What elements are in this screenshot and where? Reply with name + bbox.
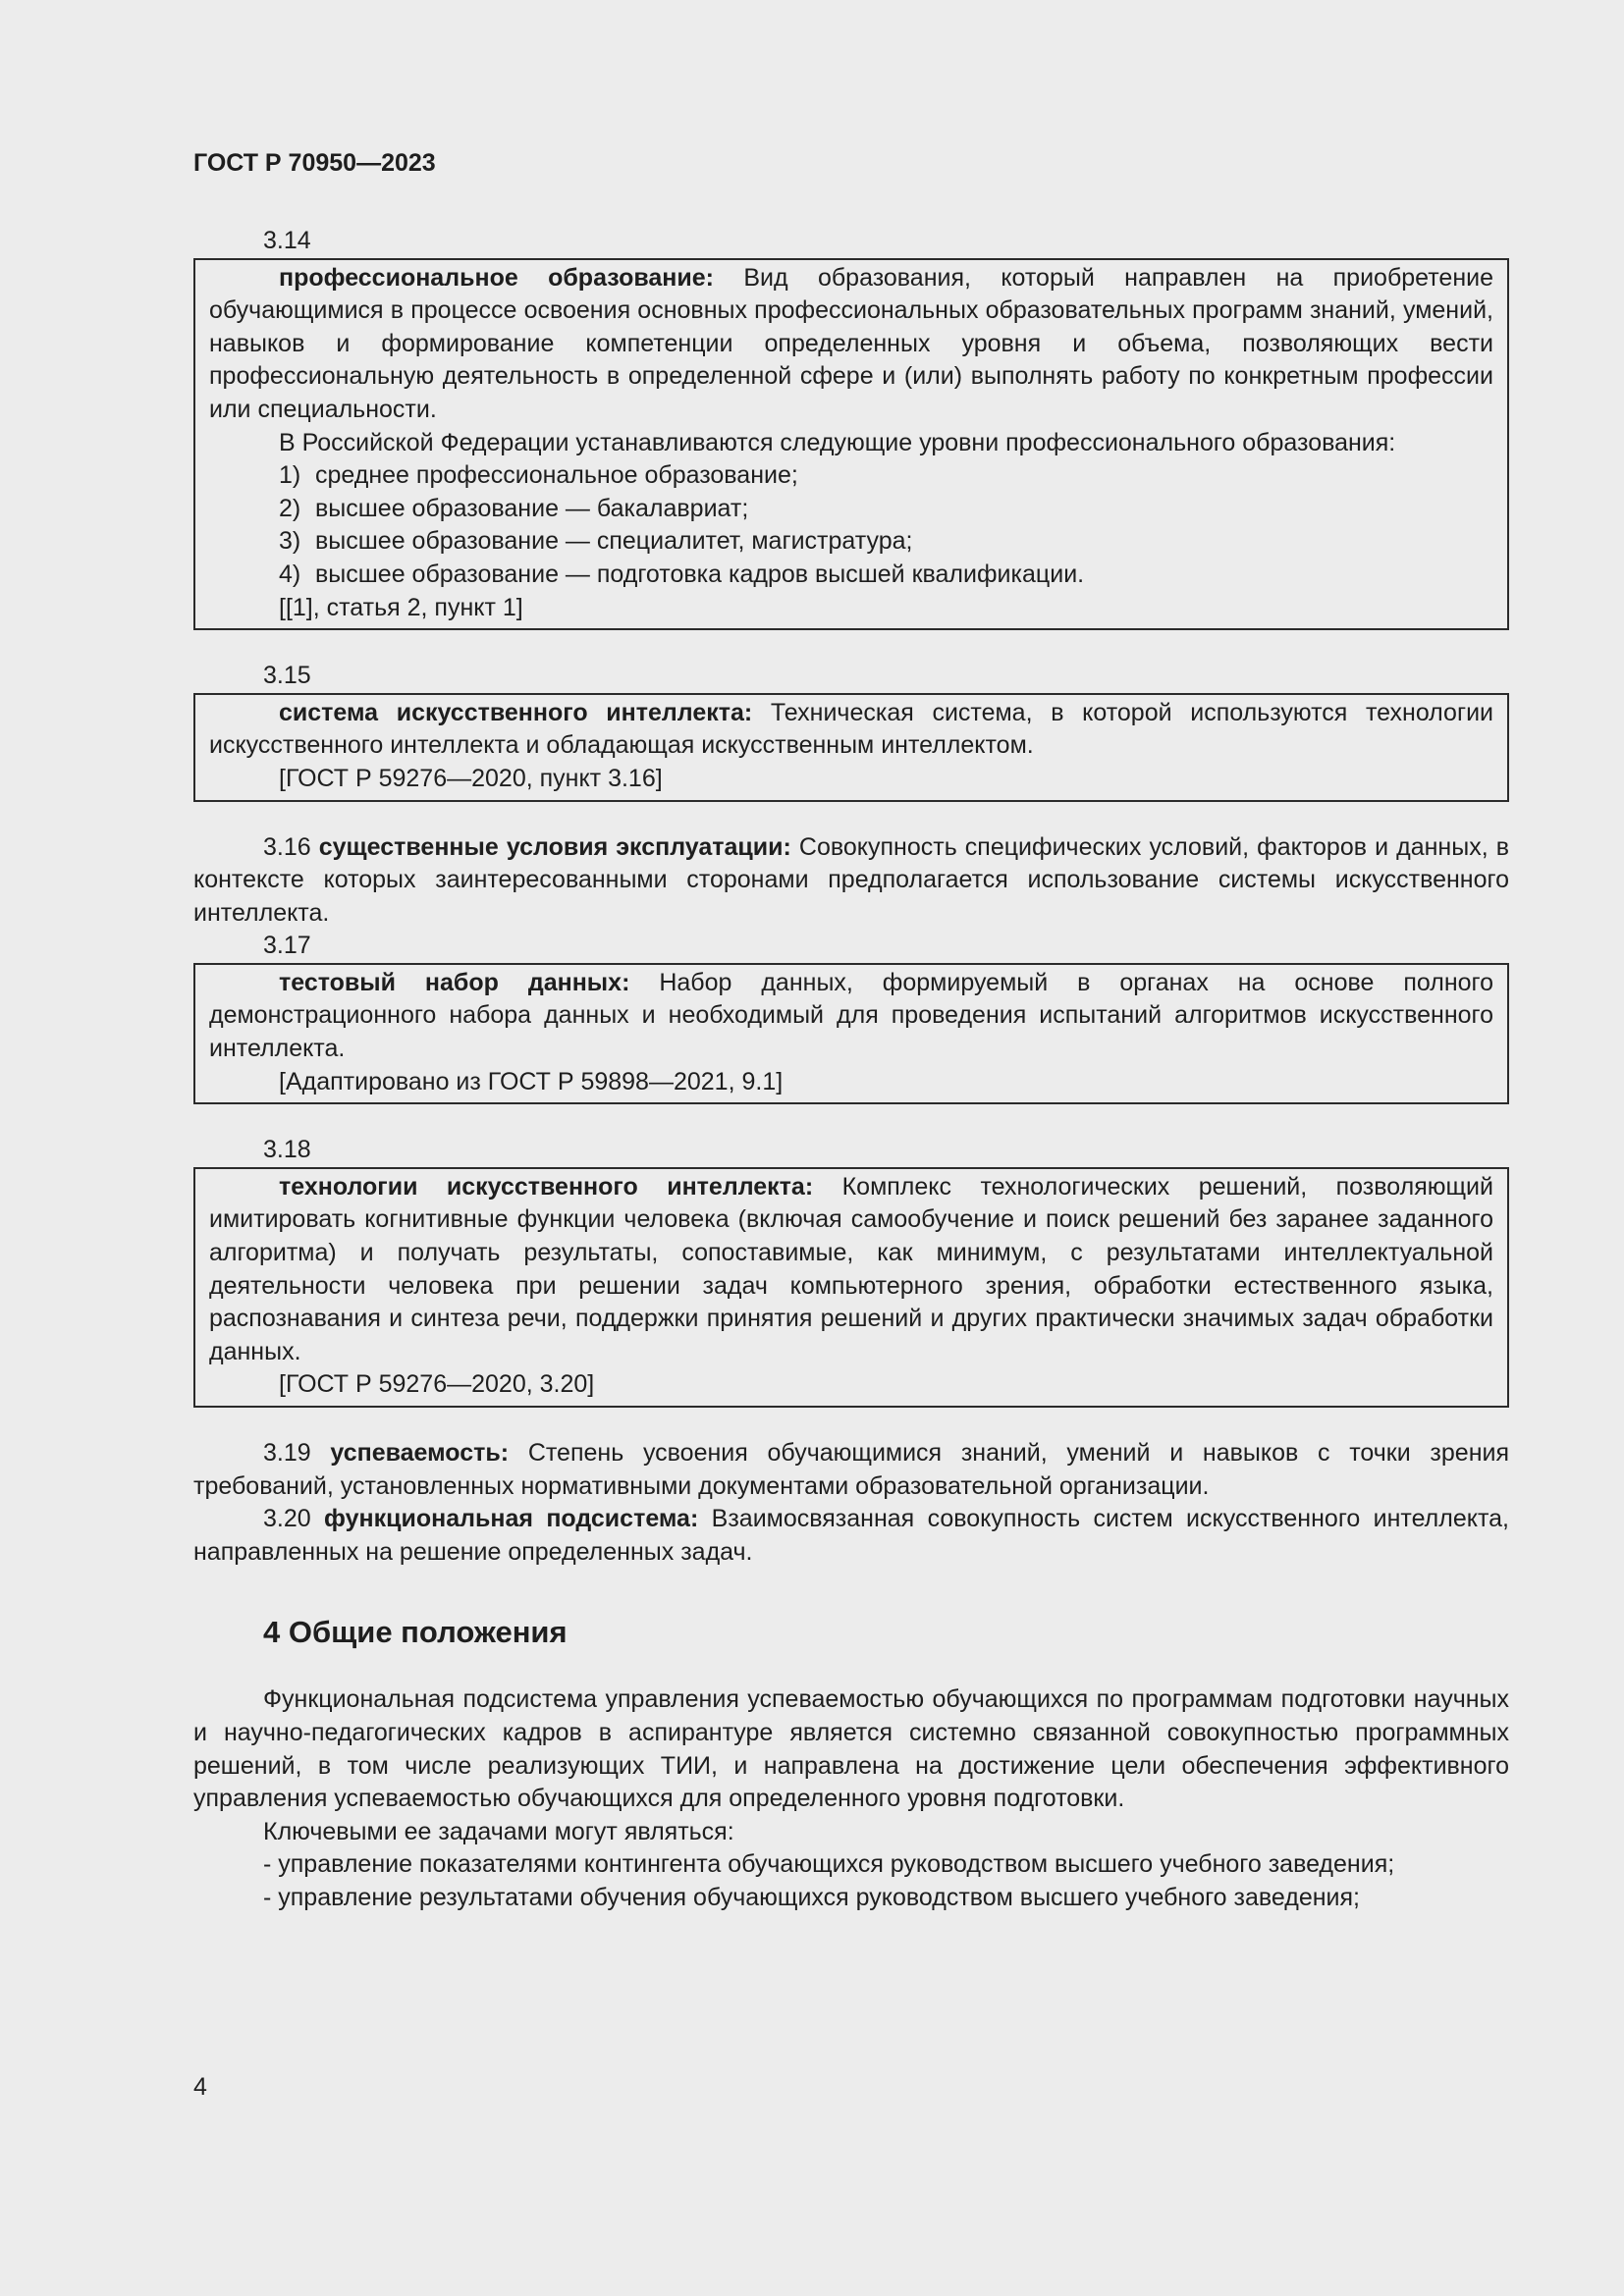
term-text-3-17: Набор данных, формируемый в органах на основе полного демонстрационного набора данных и необходимый для проведения испытаний алгоритмов искусственного интеллекта.: [209, 968, 1493, 1063]
term-source-3-17: [Адаптировано из ГОСТ Р 59898—2021, 9.1]: [279, 1067, 784, 1095]
term-title-3-15: система искусственного интеллекта:: [279, 698, 753, 726]
term-definition-3-19: [193, 1437, 1509, 1503]
term-text-3-16: Совокупность специфических условий, факторов и данных, в контексте которых заинтересованными сторонами предполагается использование системы искусственного интеллекта.: [193, 832, 1509, 927]
list-item-text: высшее образование — бакалавриат;: [315, 494, 749, 522]
term-source-3-15: [ГОСТ Р 59276—2020, пункт 3.16]: [279, 764, 663, 792]
document-header: ГОСТ Р 70950—2023: [193, 149, 436, 177]
term-text-3-18: Комплекс технологических решений, позволяющий имитировать когнитивные функции человека (включая самообучение и поиск решений без заранее заданного алгоритма) и получать результаты, сопоставимые, как минимум, с результатами интеллектуальной деятельности человека при решении задач компьютерного зрения, обработки естественного языка, распознавания и синтеза речи, поддержки принятия решений и других практически значимых задач обработки данных.: [209, 1172, 1493, 1365]
term-title-3-19: успеваемость:: [330, 1439, 510, 1467]
task-list-item: - управление результатами обучения обучающихся руководством высшего учебного заведения;: [263, 1883, 1360, 1911]
list-item-text: высшее образование — специалитет, магистратура;: [315, 527, 913, 556]
list-item-text: высшее образование — подготовка кадров высшей квалификации.: [315, 560, 1085, 588]
list-item: [209, 525, 1493, 559]
list-item-number: 3): [279, 527, 301, 556]
list-item-number: 1): [279, 461, 301, 490]
term-number-3-16: 3.16: [263, 832, 311, 861]
term-definition-3-17: [209, 967, 1493, 1066]
term-box-3-15: [193, 693, 1509, 802]
term-title-3-18: технологии искусственного интеллекта:: [279, 1172, 814, 1201]
term-note-3-14: В Российской Федерации устанавливаются следующие уровни профессионального образования:: [279, 428, 1396, 456]
term-box-3-14: [193, 258, 1509, 631]
list-item-text: среднее профессиональное образование;: [315, 461, 798, 490]
task-list-item: - управление показателями контингента обучающихся руководством высшего учебного заведения;: [263, 1850, 1395, 1879]
list-item: [209, 559, 1493, 592]
term-text-3-14: Вид образования, который направлен на приобретение обучающимися в процессе освоения основных профессиональных образовательных программ знаний, умений, навыков и формирование компетенции определенных уровня и объема, позволяющих вести профессиональную деятельность в определенной сфере и (или) выполнять работу по конкретным профессии или специальности.: [209, 263, 1493, 423]
term-text-3-15: Техническая система, в которой используются технологии искусственного интеллекта и обладающая искусственным интеллектом.: [209, 698, 1493, 760]
term-title-3-20: функциональная подсистема:: [324, 1505, 699, 1533]
term-definition-3-16: [193, 831, 1509, 931]
term-definition-3-18: [209, 1171, 1493, 1369]
term-definition-3-15: [209, 697, 1493, 763]
term-source-3-14: [[1], статья 2, пункт 1]: [279, 593, 523, 621]
term-number-3-19: 3.19: [263, 1439, 311, 1467]
section-paragraph: Ключевыми ее задачами могут являться:: [263, 1817, 734, 1845]
term-number-3-17: 3.17: [263, 932, 311, 960]
term-title-3-14: профессиональное образование:: [279, 263, 715, 292]
term-number-3-15: 3.15: [263, 662, 311, 690]
term-definition-3-14: [209, 262, 1493, 427]
list-item-number: 4): [279, 560, 301, 588]
document-page: [193, 0, 1509, 2296]
term-box-3-18: [193, 1167, 1509, 1408]
section-paragraph: Функциональная подсистема управления успеваемостью обучающихся по программам подготовки научных и научно-педагогических кадров в аспирантуре является системно связанной совокупностью программных решений, в том числе реализующих ТИИ, и направлена на достижение цели обеспечения эффективного управления успеваемостью обучающихся для определенного уровня подготовки.: [193, 1685, 1509, 1813]
page-number: 4: [193, 2073, 207, 2101]
term-definition-3-20: [193, 1503, 1509, 1569]
term-text-3-20: Взаимосвязанная совокупность систем искусственного интеллекта, направленных на решение определенных задач.: [193, 1505, 1509, 1566]
term-source-3-18: [ГОСТ Р 59276—2020, 3.20]: [279, 1370, 595, 1399]
section-heading: 4 Общие положения: [263, 1615, 568, 1650]
list-item: [209, 459, 1493, 493]
term-text-3-19: Степень усвоения обучающимися знаний, умений и навыков с точки зрения требований, установленных нормативными документами образовательной организации.: [193, 1439, 1510, 1500]
list-item-number: 2): [279, 494, 301, 522]
term-number-3-18: 3.18: [263, 1136, 311, 1164]
term-title-3-17: тестовый набор данных:: [279, 968, 630, 996]
term-number-3-14: 3.14: [263, 227, 311, 254]
term-number-3-20: 3.20: [263, 1505, 311, 1533]
document-body: [193, 225, 1509, 1915]
term-title-3-16: существенные условия эксплуатации:: [318, 832, 791, 861]
term-box-3-17: [193, 963, 1509, 1104]
list-item: [209, 493, 1493, 526]
